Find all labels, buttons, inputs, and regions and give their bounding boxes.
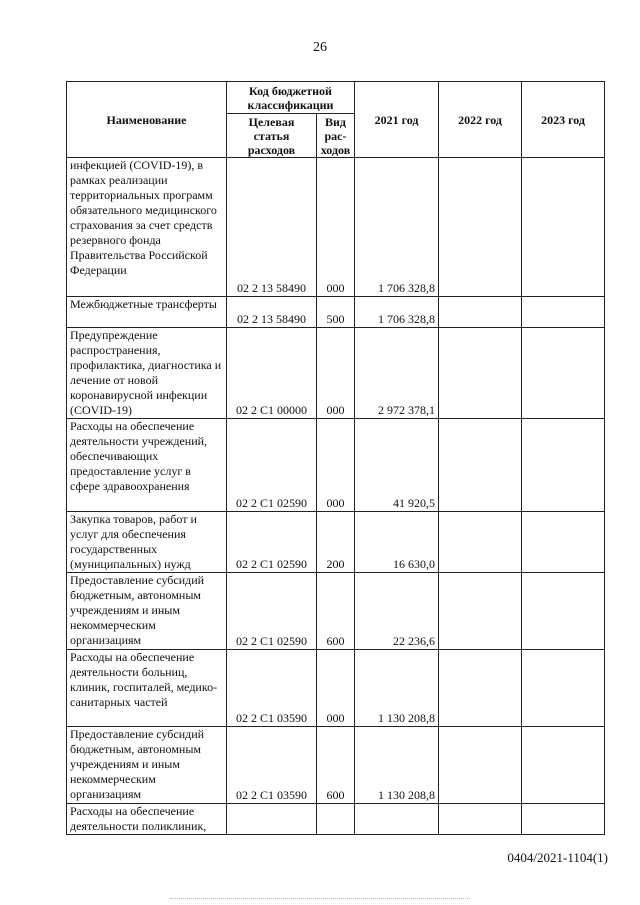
table-row — [67, 512, 605, 573]
row-2023 — [522, 650, 605, 727]
row-2021: 16 630,0 — [355, 512, 439, 573]
row-code — [227, 804, 317, 835]
document-id: 0404/2021-1104(1) — [507, 850, 608, 865]
table-row — [67, 727, 605, 804]
row-name: Межбюджетные трансферты — [67, 297, 227, 328]
row-2023 — [522, 297, 605, 328]
row-2022 — [439, 573, 522, 650]
row-kind: 200 — [317, 512, 355, 573]
row-code: 02 2 С1 02590 — [227, 512, 317, 573]
row-2022 — [439, 727, 522, 804]
row-2021: 1 706 328,8 — [355, 158, 439, 297]
table-row — [67, 573, 605, 650]
row-2021: 22 236,6 — [355, 573, 439, 650]
row-kind: 500 — [317, 297, 355, 328]
row-kind: 600 — [317, 573, 355, 650]
row-name: Предоставление субсидий бюджетным, автономным учреждениям и иным некоммерческим организациям — [67, 727, 227, 804]
table-row — [67, 650, 605, 727]
header-target: Целевая статья расходов — [227, 114, 317, 158]
row-2023 — [522, 512, 605, 573]
table-row — [67, 804, 605, 835]
header-name: Наименование — [67, 82, 227, 158]
header-2023: 2023 год — [522, 82, 605, 158]
budget-table — [66, 81, 605, 835]
row-kind — [317, 804, 355, 835]
row-2021 — [355, 804, 439, 835]
row-code: 02 2 С1 02590 — [227, 419, 317, 512]
table-row — [67, 419, 605, 512]
row-kind: 000 — [317, 650, 355, 727]
row-2022 — [439, 512, 522, 573]
header-2021: 2021 год — [355, 82, 439, 158]
row-2023 — [522, 328, 605, 419]
row-2022 — [439, 650, 522, 727]
row-2021: 41 920,5 — [355, 419, 439, 512]
row-code: 02 2 С1 00000 — [227, 328, 317, 419]
row-2022 — [439, 297, 522, 328]
row-2021: 1 130 208,8 — [355, 727, 439, 804]
row-2023 — [522, 419, 605, 512]
row-name: Расходы на обеспечение деятельности больниц, клиник, госпиталей, медико-санитарных частей — [67, 650, 227, 727]
table-row — [67, 158, 605, 297]
row-name: инфекцией (COVID-19), в рамках реализации территориальных программ обязательного медицинского страхования за счет средств резервного фонда Правительства Российской Федерации — [67, 158, 227, 297]
row-code: 02 2 13 58490 — [227, 158, 317, 297]
row-code: 02 2 С1 03590 — [227, 650, 317, 727]
row-name: Предупреждение распространения, профилактика, диагностика и лечение от новой коронавирусной инфекции (COVID-19) — [67, 328, 227, 419]
row-name: Предоставление субсидий бюджетным, автономным учреждениям и иным некоммерческим организациям — [67, 573, 227, 650]
row-2023 — [522, 804, 605, 835]
row-2021: 2 972 378,1 — [355, 328, 439, 419]
row-code: 02 2 С1 03590 — [227, 727, 317, 804]
row-2022 — [439, 158, 522, 297]
header-code-group: Код бюджетной классификации — [227, 82, 355, 114]
scan-artifact — [170, 898, 470, 900]
row-2023 — [522, 573, 605, 650]
row-2021: 1 706 328,8 — [355, 297, 439, 328]
row-kind: 000 — [317, 419, 355, 512]
row-kind: 000 — [317, 158, 355, 297]
table-row — [67, 328, 605, 419]
row-2021: 1 130 208,8 — [355, 650, 439, 727]
row-name: Расходы на обеспечение деятельности поликлиник, — [67, 804, 227, 835]
row-2023 — [522, 727, 605, 804]
row-code: 02 2 13 58490 — [227, 297, 317, 328]
header-2022: 2022 год — [439, 82, 522, 158]
row-kind: 600 — [317, 727, 355, 804]
row-kind: 000 — [317, 328, 355, 419]
header-kind: Вид рас-ходов — [317, 114, 355, 158]
page-number: 26 — [313, 40, 327, 55]
row-2022 — [439, 804, 522, 835]
row-name: Закупка товаров, работ и услуг для обеспечения государственных (муниципальных) нужд — [67, 512, 227, 573]
row-2022 — [439, 328, 522, 419]
row-2022 — [439, 419, 522, 512]
row-name: Расходы на обеспечение деятельности учреждений, обеспечивающих предоставление услуг в сфере здравоохранения — [67, 419, 227, 512]
table-row — [67, 297, 605, 328]
row-code: 02 2 С1 02590 — [227, 573, 317, 650]
row-2023 — [522, 158, 605, 297]
